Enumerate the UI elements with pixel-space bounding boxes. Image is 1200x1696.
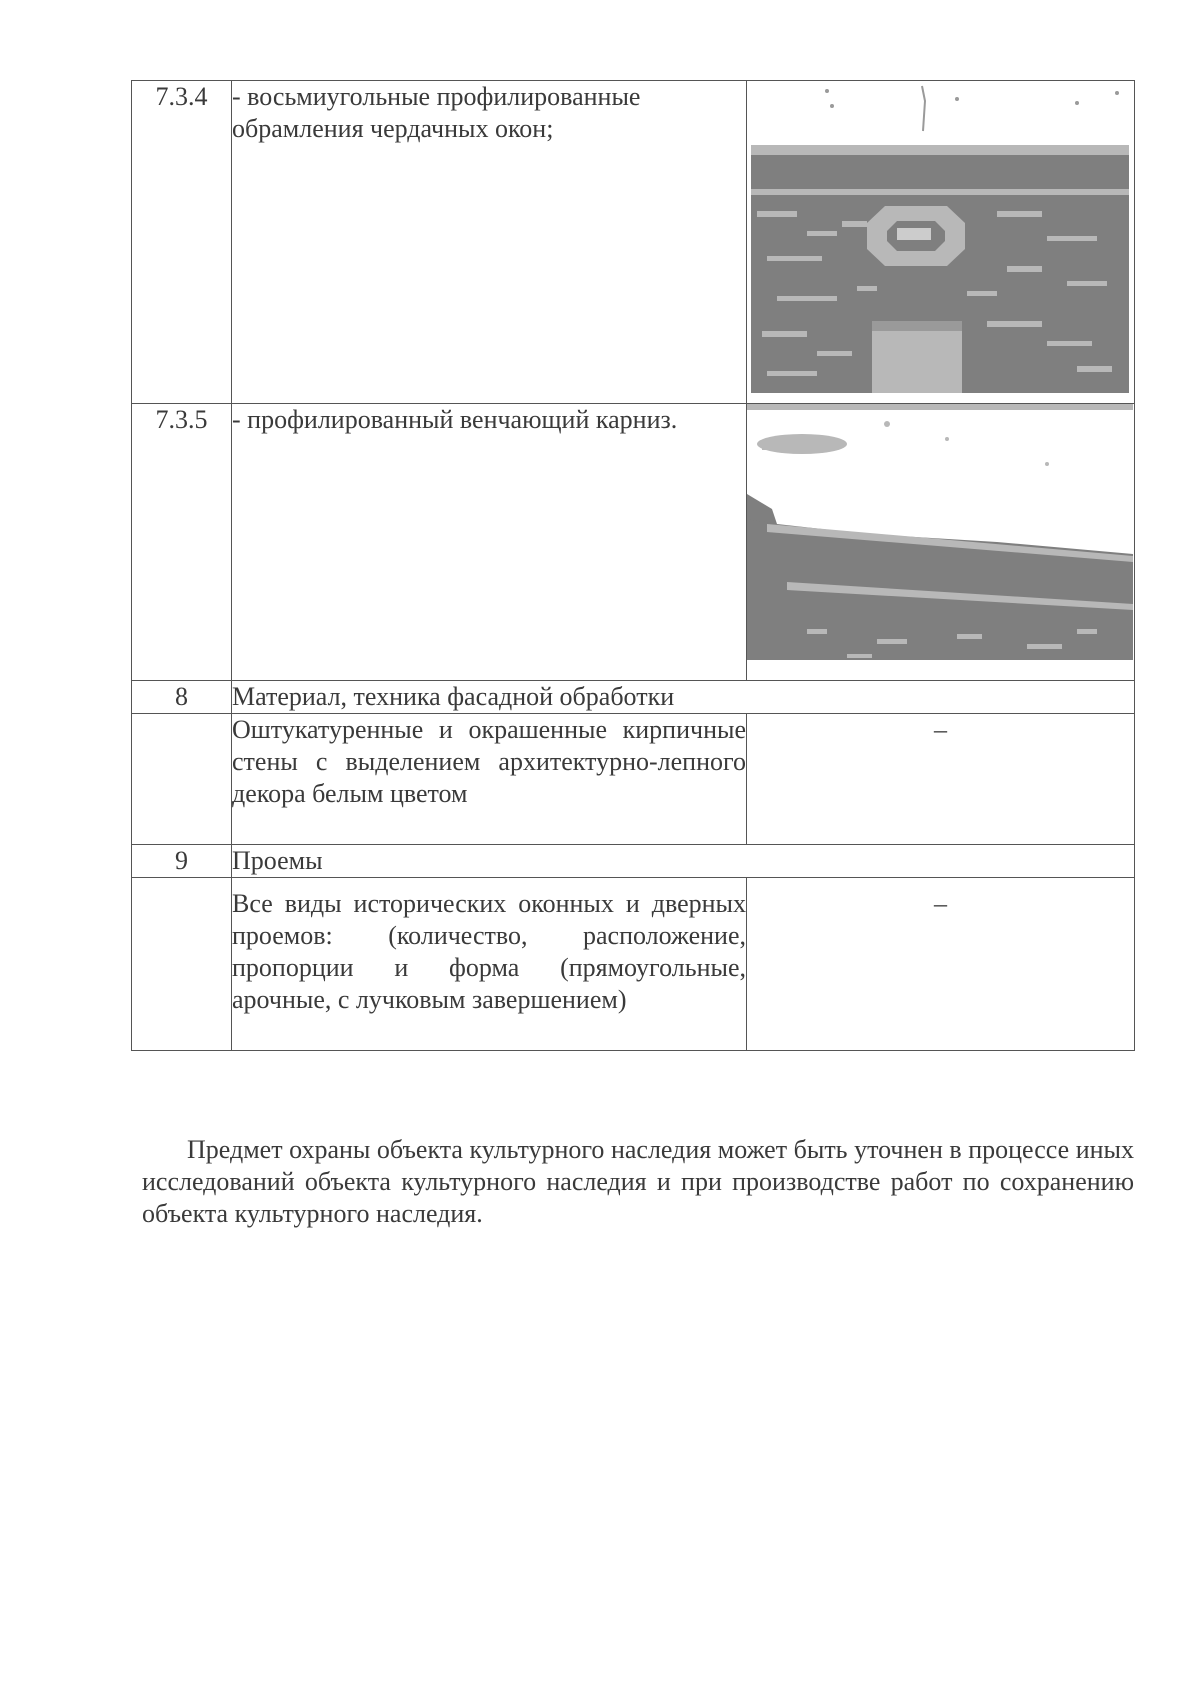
attic-window-frame-photo <box>747 81 1133 398</box>
section-heading: Материал, техника фасадной обработки <box>232 681 1135 714</box>
table-row <box>132 845 1135 878</box>
row-description: Все виды исторических оконных и дверных проемов: (количество, расположение, пропорции и форма (прямоугольные, арочные, с лучковым завершением) <box>232 878 747 1051</box>
closing-paragraph: Предмет охраны объекта культурного наследия может быть уточнен в процессе иных исследований объекта культурного наследия и при производстве работ по сохранению объекта культурного наследия. <box>142 1135 1134 1228</box>
row-value: – <box>747 878 1135 1051</box>
photo-cell <box>747 404 1135 681</box>
row-description: Оштукатуренные и окрашенные кирпичные стены с выделением архитектурно-лепного декора белым цветом <box>232 714 747 845</box>
row-description: - профилированный венчающий карниз. <box>232 404 747 681</box>
table-row <box>132 878 1135 1051</box>
table-row <box>132 714 1135 845</box>
row-description: - восьмиугольные профилированные обрамления чердачных окон; <box>232 81 747 404</box>
row-number: 8 <box>132 681 232 714</box>
row-number: 9 <box>132 845 232 878</box>
section-heading: Проемы <box>232 845 1135 878</box>
photo-cell <box>747 81 1135 404</box>
row-value: – <box>747 714 1135 845</box>
table-row <box>132 404 1135 681</box>
cornice-photo <box>747 404 1133 674</box>
row-number <box>132 714 232 845</box>
row-number <box>132 878 232 1051</box>
table-row <box>132 81 1135 404</box>
protection-subject-table <box>131 80 1135 1051</box>
row-number: 7.3.4 <box>132 81 232 404</box>
row-number: 7.3.5 <box>132 404 232 681</box>
table-row <box>132 681 1135 714</box>
